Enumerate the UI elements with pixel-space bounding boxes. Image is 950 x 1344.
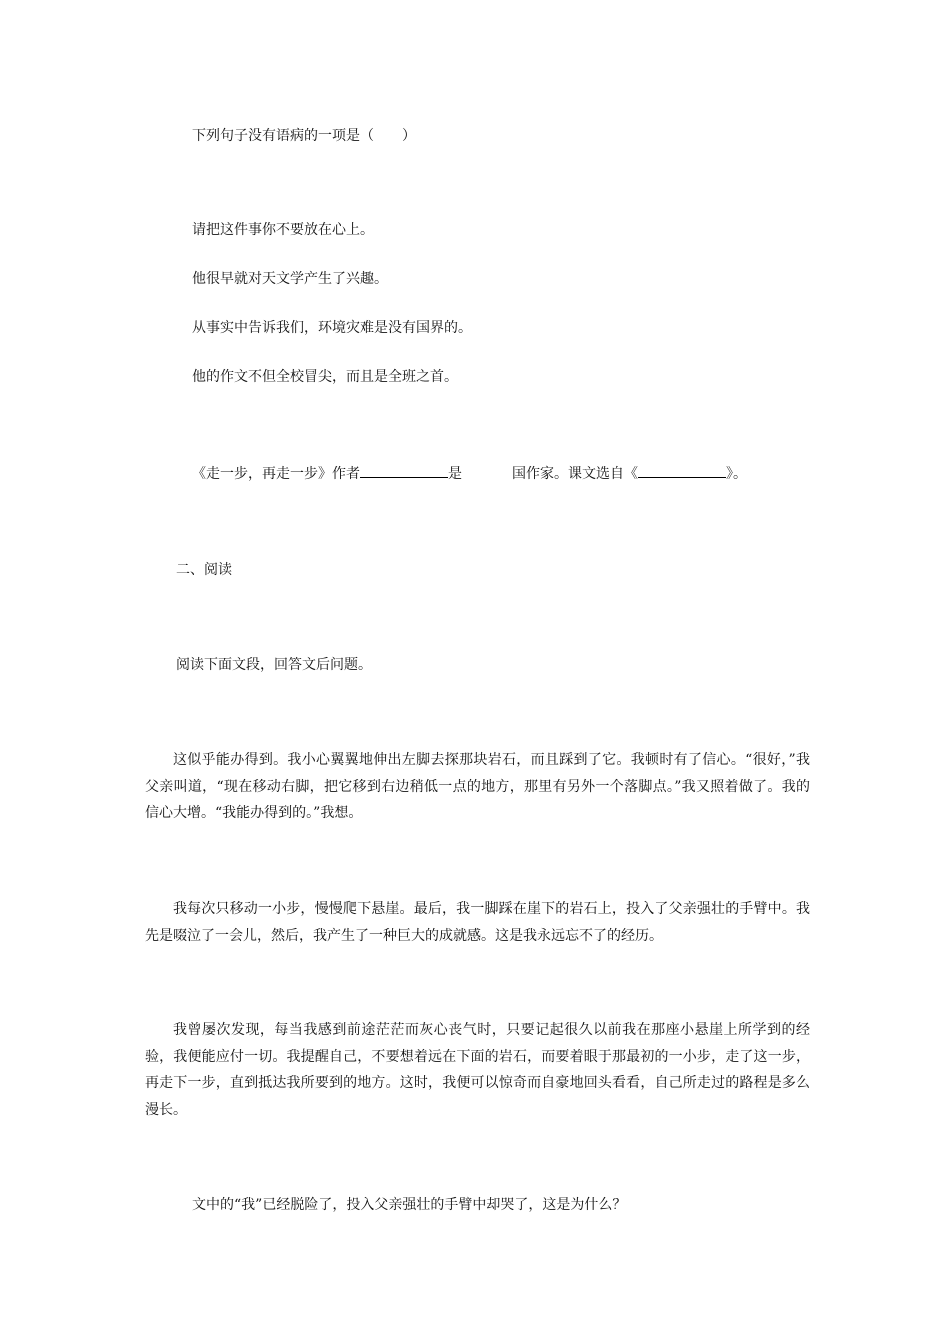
- reading-question: 文中的“我”已经脱险了，投入父亲强壮的手臂中却哭了，这是为什么？: [192, 1197, 627, 1213]
- source-blank[interactable]: [638, 463, 726, 478]
- country-blank[interactable]: [462, 464, 512, 478]
- fill-in-text-2: 是: [448, 466, 462, 482]
- author-blank[interactable]: [360, 463, 448, 478]
- fill-in-text-1: 《走一步，再走一步》作者: [192, 466, 360, 482]
- passage-paragraph-3: 我曾屡次发现，每当我感到前途茫茫而灰心丧气时，只要记起很久以前我在那座小悬崖上所学到的经验，我便能应付一切。我提醒自己，不要想着远在下面的岩石，而要着眼于那最初的一小步，走了这一步，再走下一步，直到抵达我所要到的地方。这时，我便可以惊奇而自豪地回头看看，自己所走过的路程是多么漫长。: [145, 1022, 810, 1118]
- fill-in-question: [192, 463, 747, 483]
- question-prompt: 下列句子没有语病的一项是（ ）: [192, 128, 416, 144]
- reading-instruction: 阅读下面文段，回答文后问题。: [176, 657, 372, 673]
- passage-paragraph-2: 我每次只移动一小步，慢慢爬下悬崖。最后，我一脚踩在崖下的岩石上，投入了父亲强壮的手臂中。我先是啜泣了一会儿，然后，我产生了一种巨大的成就感。这是我永远忘不了的经历。: [145, 901, 810, 944]
- option-d: 他的作文不但全校冒尖，而且是全班之首。: [192, 369, 458, 385]
- fill-in-text-4: 》。: [726, 466, 747, 482]
- section-heading: 二、阅读: [176, 562, 232, 578]
- option-a: 请把这件事你不要放在心上。: [192, 222, 374, 238]
- option-c: 从事实中告诉我们，环境灾难是没有国界的。: [192, 320, 472, 336]
- passage-paragraph-1: 这似乎能办得到。我小心翼翼地伸出左脚去探那块岩石，而且踩到了它。我顿时有了信心。“很好，”我父亲叫道，“现在移动右脚，把它移到右边稍低一点的地方，那里有另外一个落脚点。”我又照着做了。我的信心大增。“我能办得到的。”我想。: [145, 752, 810, 821]
- option-b: 他很早就对天文学产生了兴趣。: [192, 271, 388, 287]
- fill-in-text-3: 国作家。课文选自《: [512, 466, 638, 482]
